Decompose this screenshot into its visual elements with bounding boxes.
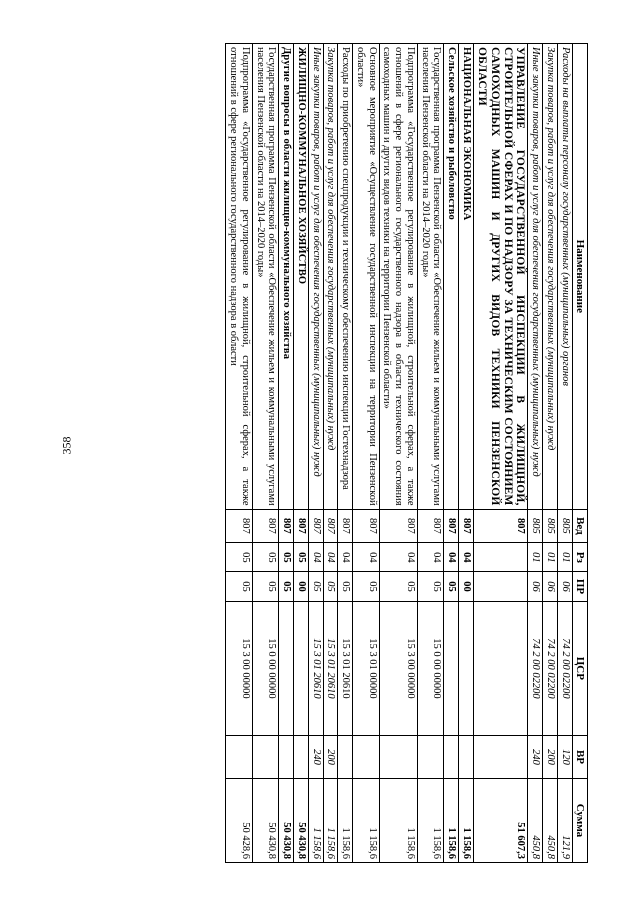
cell-vr: 240: [308, 736, 323, 779]
cell-rz: 04: [379, 543, 417, 572]
cell-ved: 807: [353, 509, 380, 543]
header-csr: ЦСР: [572, 601, 587, 736]
cell-vr: 240: [528, 736, 543, 779]
cell-name: ЖИЛИЩНО-КОММУНАЛЬНОЕ ХОЗЯЙСТВО: [294, 44, 309, 510]
cell-ved: 807: [417, 509, 444, 543]
cell-csr: [459, 601, 474, 736]
table-row: [417, 44, 444, 863]
cell-sum: 1 158,6: [308, 778, 323, 862]
cell-ved: 805: [543, 509, 558, 543]
cell-rz: 04: [308, 543, 323, 572]
cell-name: Иные закупки товаров, работ и услуг для обеспечения государственных (муниципальных) нужд: [308, 44, 323, 510]
cell-sum: 1 158,6: [417, 778, 444, 862]
cell-pr: 05: [379, 572, 417, 601]
cell-vr: [252, 736, 279, 779]
cell-rz: 05: [226, 543, 253, 572]
table-row: [473, 44, 528, 863]
cell-rz: 01: [557, 543, 572, 572]
cell-rz: [473, 543, 528, 572]
cell-pr: 05: [444, 572, 459, 601]
cell-pr: 05: [338, 572, 353, 601]
cell-name: Государственная программа Пензенской области «Обеспечение жильем и коммунальными услугами населения Пензенской области на 2014–2020 годы»: [252, 44, 279, 510]
cell-sum: 1 158,6: [444, 778, 459, 862]
cell-csr: [279, 601, 294, 736]
cell-rz: 04: [353, 543, 380, 572]
table-row: [557, 44, 572, 863]
cell-sum: 450,8: [528, 778, 543, 862]
cell-rz: 05: [252, 543, 279, 572]
cell-sum: 50 430,8: [294, 778, 309, 862]
cell-rz: 04: [338, 543, 353, 572]
cell-csr: 15 3 01 20610: [308, 601, 323, 736]
cell-pr: 00: [294, 572, 309, 601]
cell-ved: 807: [294, 509, 309, 543]
cell-pr: 06: [528, 572, 543, 601]
cell-csr: [294, 601, 309, 736]
cell-csr: 74 2 00 02200: [557, 601, 572, 736]
header-name: Наименование: [572, 44, 587, 510]
cell-ved: 807: [473, 509, 528, 543]
header-vr: ВР: [572, 736, 587, 779]
cell-rz: 04: [459, 543, 474, 572]
cell-rz: 04: [444, 543, 459, 572]
cell-name: Государственная программа Пензенской области «Обеспечение жильем и коммунальными услугами населения Пензенской области на 2014–2020 годы»: [417, 44, 444, 510]
cell-sum: 1 158,6: [459, 778, 474, 862]
cell-name: Другие вопросы в области жилищно-коммунального хозяйства: [279, 44, 294, 510]
cell-ved: 807: [252, 509, 279, 543]
cell-pr: 06: [543, 572, 558, 601]
cell-vr: 120: [557, 736, 572, 779]
table-row: [338, 44, 353, 863]
cell-ved: 807: [308, 509, 323, 543]
cell-csr: 74 2 00 02200: [543, 601, 558, 736]
cell-pr: 05: [308, 572, 323, 601]
cell-rz: 05: [294, 543, 309, 572]
cell-vr: [279, 736, 294, 779]
cell-sum: 1 158,6: [338, 778, 353, 862]
table-row: [444, 44, 459, 863]
cell-vr: [338, 736, 353, 779]
table-row: [353, 44, 380, 863]
cell-name: Сельское хозяйство и рыболовство: [444, 44, 459, 510]
cell-sum: 1 158,6: [379, 778, 417, 862]
cell-vr: [294, 736, 309, 779]
cell-sum: 1 158,6: [323, 778, 338, 862]
cell-name: Закупка товаров, работ и услуг для обеспечения государственных (муниципальных) нужд: [323, 44, 338, 510]
cell-name: НАЦИОНАЛЬНАЯ ЭКОНОМИКА: [459, 44, 474, 510]
cell-sum: 450,8: [543, 778, 558, 862]
cell-sum: 1 158,6: [353, 778, 380, 862]
cell-vr: [417, 736, 444, 779]
cell-csr: [473, 601, 528, 736]
cell-name: Расходы по приобретению спецпродукции и техническому обеспечению инспекции Гостехнадзора: [338, 44, 353, 510]
cell-pr: 05: [417, 572, 444, 601]
cell-ved: 807: [323, 509, 338, 543]
page-number: 358: [59, 436, 74, 455]
cell-name: Закупка товаров, работ и услуг для обеспечения государственных (муниципальных) нужд: [543, 44, 558, 510]
cell-ved: 807: [379, 509, 417, 543]
table-row: [528, 44, 543, 863]
cell-rz: 04: [323, 543, 338, 572]
cell-csr: 15 3 01 00000: [353, 601, 380, 736]
cell-sum: 51 607,3: [473, 778, 528, 862]
cell-vr: [473, 736, 528, 779]
table-row: [459, 44, 474, 863]
cell-name: Подпрограмма «Государственное регулирование в жилищной, строительной сферах, а также отношений в сфере регионального государственного надзора в области: [226, 44, 253, 510]
cell-pr: 05: [353, 572, 380, 601]
table-row: [294, 44, 309, 863]
cell-vr: [459, 736, 474, 779]
rotated-budget-table: [88, 43, 588, 863]
table-row: [252, 44, 279, 863]
cell-sum: 50 430,8: [279, 778, 294, 862]
cell-csr: 15 0 00 00000: [417, 601, 444, 736]
cell-pr: 05: [323, 572, 338, 601]
cell-ved: 805: [557, 509, 572, 543]
cell-csr: 15 3 01 20610: [338, 601, 353, 736]
cell-sum: 50 428,6: [226, 778, 253, 862]
cell-ved: 807: [279, 509, 294, 543]
table-row: [308, 44, 323, 863]
cell-rz: 04: [417, 543, 444, 572]
table-row: [226, 44, 253, 863]
table-row: [379, 44, 417, 863]
cell-name: Расходы на выплаты персоналу государственных (муниципальных) органов: [557, 44, 572, 510]
cell-csr: 15 3 00 00000: [226, 601, 253, 736]
cell-csr: 15 3 01 20610: [323, 601, 338, 736]
cell-pr: 00: [459, 572, 474, 601]
cell-sum: 121,9: [557, 778, 572, 862]
table-header-row: [572, 44, 587, 863]
cell-vr: 200: [543, 736, 558, 779]
cell-csr: [444, 601, 459, 736]
cell-ved: 807: [226, 509, 253, 543]
cell-rz: 01: [528, 543, 543, 572]
cell-rz: 05: [279, 543, 294, 572]
cell-csr: 15 0 00 00000: [252, 601, 279, 736]
cell-name: Основное мероприятие «Осуществление государственной инспекции на территории Пензенской области»: [353, 44, 380, 510]
table-row: [543, 44, 558, 863]
cell-vr: [353, 736, 380, 779]
cell-vr: 200: [323, 736, 338, 779]
cell-ved: 807: [459, 509, 474, 543]
cell-vr: [379, 736, 417, 779]
cell-ved: 807: [444, 509, 459, 543]
cell-sum: 50 430,8: [252, 778, 279, 862]
cell-csr: 74 2 00 02200: [528, 601, 543, 736]
cell-ved: 805: [528, 509, 543, 543]
cell-ved: 807: [338, 509, 353, 543]
header-rz: Рз: [572, 543, 587, 572]
cell-rz: 01: [543, 543, 558, 572]
header-sum: Сумма: [572, 778, 587, 862]
header-pr: ПР: [572, 572, 587, 601]
cell-vr: [444, 736, 459, 779]
cell-name: Иные закупки товаров, работ и услуг для обеспечения государственных (муниципальных) нужд: [528, 44, 543, 510]
cell-name: УПРАВЛЕНИЕ ГОСУДАРСТВЕННОЙ ИНСПЕКЦИИ В ЖИЛИЩНОЙ, СТРОИТЕЛЬНОЙ СФЕРАХ И ПО НАДЗОРУ ЗА ТЕХНИЧЕСКИМ СОСТОЯНИЕМ САМОХОДНЫХ МАШИН И ДРУГИХ ВИДОВ ТЕХНИКИ ПЕНЗЕНСКОЙ ОБЛАСТИ: [473, 44, 528, 510]
table-row: [323, 44, 338, 863]
cell-name: Подпрограмма «Государственное регулирование в жилищной, строительной сферах, а также отношений в сфере регионального государственного надзора в области технического состояния самоходных машин и других видов техники на территории Пензенской области»: [379, 44, 417, 510]
cell-pr: 05: [252, 572, 279, 601]
cell-pr: [473, 572, 528, 601]
cell-pr: 05: [279, 572, 294, 601]
table-row: [279, 44, 294, 863]
budget-table: [225, 43, 588, 863]
cell-csr: 15 3 00 00000: [379, 601, 417, 736]
cell-pr: 05: [226, 572, 253, 601]
header-ved: Вед: [572, 509, 587, 543]
cell-pr: 06: [557, 572, 572, 601]
cell-vr: [226, 736, 253, 779]
